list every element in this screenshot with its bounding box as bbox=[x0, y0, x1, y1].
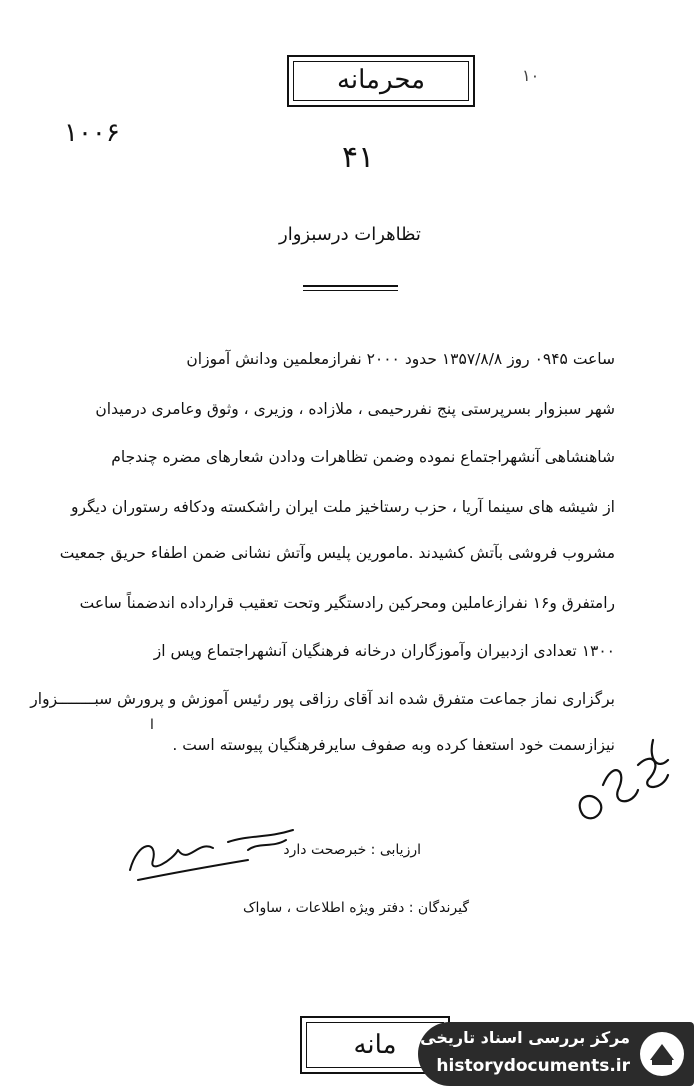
body-line: از شیشه های سینما آریا ، حزب رستاخیز ملت ایران راشکسته ودکافه رستوران دیگرو bbox=[71, 498, 615, 516]
classification-stamp-top bbox=[287, 55, 475, 107]
body-line: ساعت ۰۹۴۵ روز ۱۳۵۷/۸/۸ حدود ۲۰۰۰ نفرازمعلمین ودانش آموزان bbox=[186, 350, 615, 368]
watermark-url: historydocuments.ir bbox=[436, 1056, 630, 1076]
recipients-line: گیرندگان : دفتر ویژه اطلاعات ، ساواک bbox=[243, 900, 469, 916]
body-line: شاهنشاهی آنشهراجتماع نموده وضمن تظاهرات ودادن شعارهای مضره چندجام bbox=[111, 448, 615, 466]
corner-mark: ۱۰ bbox=[522, 66, 540, 85]
document-subject: تظاهرات درسبزوار bbox=[279, 224, 421, 245]
body-line: ۱۳۰۰ تعدادی ازدبیران وآموزگاران درخانه فرهنگیان آنشهراجتماع وپس از bbox=[153, 642, 615, 660]
watermark-org-name: مرکز بررسی اسناد تاریخی bbox=[420, 1028, 630, 1047]
watermark-banner bbox=[418, 1022, 694, 1086]
handwritten-scrawl-image bbox=[568, 730, 678, 840]
subject-underline bbox=[303, 285, 398, 287]
page-number: ۴۱ bbox=[342, 140, 375, 175]
body-line: برگزاری نماز جماعت متفرق شده اند آقای رزاقی پور رئیس آموزش و پرورش سبــــــــزوار bbox=[30, 690, 615, 708]
classification-label-top: محرمانه bbox=[336, 65, 426, 95]
classification-label-bottom: مانه bbox=[353, 1030, 397, 1060]
archive-logo-icon bbox=[638, 1030, 686, 1078]
marginal-mark: ا bbox=[150, 717, 154, 733]
body-line: مشروب فروشی بآتش کشیدند .مامورین پلیس وآتش نشانی ضمن اطفاء حریق جمعیت bbox=[59, 544, 615, 562]
body-line: شهر سبزوار بسرپرستی پنج نفررحیمی ، ملازاده ، وزیری ، وثوق وعامری درمیدان bbox=[95, 400, 615, 418]
document-number: ۱۰۰۶ bbox=[64, 118, 120, 148]
body-line: رامتفرق و۱۶ نفرازعاملین ومحرکین رادستگیر وتحت تعقیب قرارداده اندضمناً ساعت bbox=[79, 594, 615, 612]
body-line: نیزازسمت خود استعفا کرده وبه صفوف سایرفرهنگیان پیوسته است . bbox=[172, 736, 615, 754]
assessment-line: ارزیابی : خبرصحت دارد bbox=[283, 842, 421, 858]
